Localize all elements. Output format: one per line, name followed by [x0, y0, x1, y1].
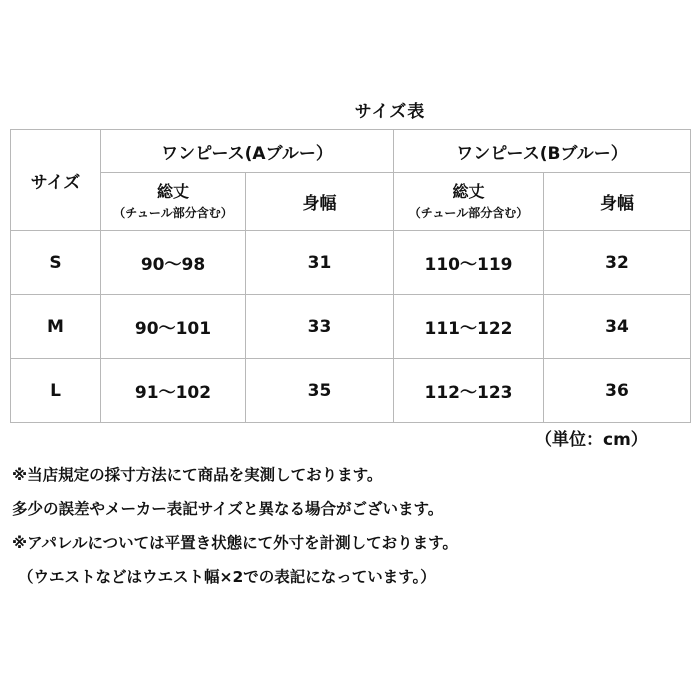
b-width-cell: 36 [544, 359, 691, 423]
b-length-cell: 112～123 [394, 359, 544, 423]
size-cell: L [11, 359, 101, 423]
group-b-length-header [394, 173, 544, 231]
size-table [10, 129, 691, 423]
note-line: ※アパレルについては平置き状態にて外寸を計測しております。 [12, 534, 458, 552]
unit-note: （単位：cm） [535, 430, 648, 450]
b-length-cell: 110～119 [394, 231, 544, 295]
group-b-header: ワンピース(Bブルー） [394, 130, 691, 173]
notes-block [12, 458, 692, 594]
group-a-length-note: （チュール部分含む） [113, 205, 233, 220]
group-b-length-note: （チュール部分含む） [408, 205, 529, 220]
group-a-length-header [101, 173, 246, 231]
note-line: 多少の誤差やメーカー表記サイズと異なる場合がございます。 [12, 500, 444, 518]
a-width-cell: 35 [246, 359, 394, 423]
table-row [11, 359, 691, 423]
a-width-cell: 33 [246, 295, 394, 359]
size-column-header: サイズ [11, 130, 101, 231]
table-row [11, 295, 691, 359]
group-a-header: ワンピース(Aブルー） [101, 130, 394, 173]
b-width-cell: 32 [544, 231, 691, 295]
size-cell: M [11, 295, 101, 359]
b-length-cell: 111～122 [394, 295, 544, 359]
note-line: ※当店規定の採寸方法にて商品を実測しております。 [12, 466, 383, 484]
b-width-cell: 34 [544, 295, 691, 359]
size-cell: S [11, 231, 101, 295]
group-b-width-header: 身幅 [544, 173, 691, 231]
a-length-cell: 91～102 [101, 359, 246, 423]
table-subheader-row [11, 173, 691, 231]
table-header-row [11, 130, 691, 173]
group-a-length-label: 総丈 [156, 181, 189, 201]
note-line: （ウエストなどはウエスト幅×2での表記になっています。） [18, 568, 436, 586]
a-length-cell: 90～98 [101, 231, 246, 295]
table-row [11, 231, 691, 295]
a-width-cell: 31 [246, 231, 394, 295]
a-length-cell: 90～101 [101, 295, 246, 359]
page-title: サイズ表 [354, 102, 426, 122]
group-a-width-header: 身幅 [246, 173, 394, 231]
group-b-length-label: 総丈 [452, 181, 485, 201]
